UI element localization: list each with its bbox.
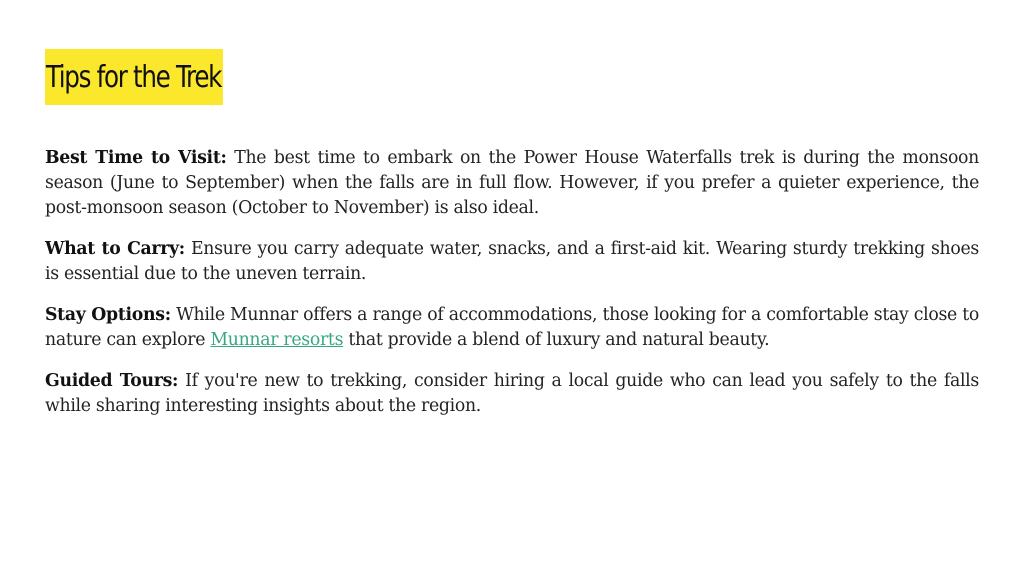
tip-label: What to Carry: <box>45 239 185 259</box>
tip-text-before: While Munnar offers a range of accommodations, those looking for a comfortable stay close to nature can explore <box>45 305 979 350</box>
tip-label: Guided Tours: <box>45 371 179 391</box>
tip-text: The best time to embark on the Power House Waterfalls trek is during the monsoon season (June to September) when the falls are in full flow. However, if you prefer a quieter experience, the post-monsoon season (October to November) is also ideal. <box>45 148 979 218</box>
tip-stay-options <box>45 303 979 353</box>
tip-text-after: that provide a blend of luxury and natural beauty. <box>348 330 770 350</box>
tip-guided-tours <box>45 369 979 419</box>
tips-body <box>45 146 979 435</box>
tip-best-time <box>45 146 979 221</box>
tip-text: Ensure you carry adequate water, snacks, and a first-aid kit. Wearing sturdy trekking shoes is essential due to the uneven terrain. <box>45 239 979 284</box>
tip-text: If you're new to trekking, consider hiring a local guide who can lead you safely to the falls while sharing interesting insights about the region. <box>45 371 979 416</box>
tip-label: Stay Options: <box>45 305 171 325</box>
tip-label: Best Time to Visit: <box>45 148 227 168</box>
tip-what-to-carry <box>45 237 979 287</box>
slide-title: Tips for the Trek <box>45 49 223 105</box>
munnar-resorts-link[interactable]: Munnar resorts <box>210 330 344 350</box>
